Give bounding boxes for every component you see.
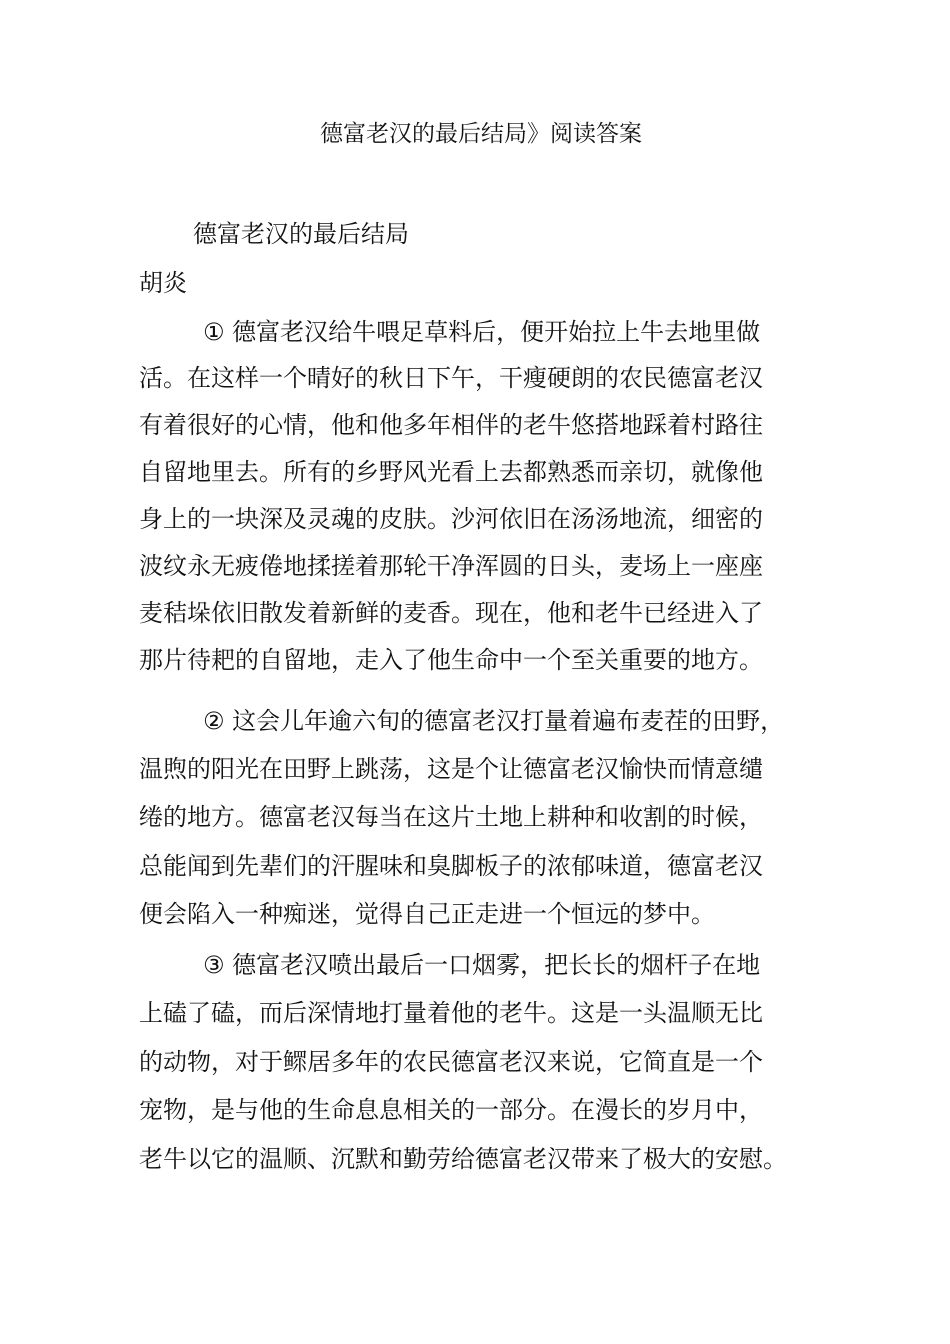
paragraph-line: 身上的一块深及灵魂的皮肤。沙河依旧在汤汤地流，细密的 — [139, 505, 763, 533]
paragraph-line: 温煦的阳光在田野上跳荡，这是个让德富老汉愉快而情意缱 — [139, 755, 763, 783]
paragraph-line: 自留地里去。所有的乡野风光看上去都熟悉而亲切，就像他 — [139, 458, 763, 486]
paragraph-line: 波纹永无疲倦地揉搓着那轮干净浑圆的日头，麦场上一座座 — [139, 552, 763, 580]
paragraph-line: 绻的地方。德富老汉每当在这片土地上耕种和收割的时候， — [139, 803, 763, 831]
paragraph-line: 有着很好的心情，他和他多年相伴的老牛悠搭地踩着村路往 — [139, 411, 763, 439]
paragraph-line: 活。在这样一个晴好的秋日下午，干瘦硬朗的农民德富老汉 — [139, 364, 763, 392]
paragraph-line: 上磕了磕，而后深情地打量着他的老牛。这是一头温顺无比 — [139, 999, 763, 1027]
paragraph-line: 麦秸垛依旧散发着新鲜的麦香。现在，他和老牛已经进入了 — [139, 599, 763, 627]
paragraph-line: ③ 德富老汉喷出最后一口烟雾，把长长的烟杆子在地 — [203, 951, 761, 979]
paragraph-line: 老牛以它的温顺、沉默和勤劳给德富老汉带来了极大的安慰。 — [139, 1145, 787, 1173]
paragraph-line: 便会陷入一种痴迷，觉得自己正走进一个恒远的梦中。 — [139, 900, 715, 928]
paragraph-line: 宠物，是与他的生命息息相关的一部分。在漫长的岁月中， — [139, 1096, 763, 1124]
paragraph-line: 总能闻到先辈们的汗腥味和臭脚板子的浓郁味道，德富老汉 — [139, 852, 763, 880]
story-title: 德富老汉的最后结局 — [193, 220, 409, 248]
paragraph-line: ② 这会儿年逾六旬的德富老汉打量着遍布麦茬的田野， — [203, 707, 785, 735]
paragraph-line: ① 德富老汉给牛喂足草料后，便开始拉上牛去地里做 — [203, 318, 761, 346]
author-name: 胡炎 — [139, 269, 187, 297]
document-title: 德富老汉的最后结局》阅读答案 — [320, 121, 642, 147]
paragraph-line: 的动物，对于鳏居多年的农民德富老汉来说，它简直是一个 — [139, 1048, 763, 1076]
paragraph-line: 那片待耙的自留地，走入了他生命中一个至关重要的地方。 — [139, 646, 763, 674]
